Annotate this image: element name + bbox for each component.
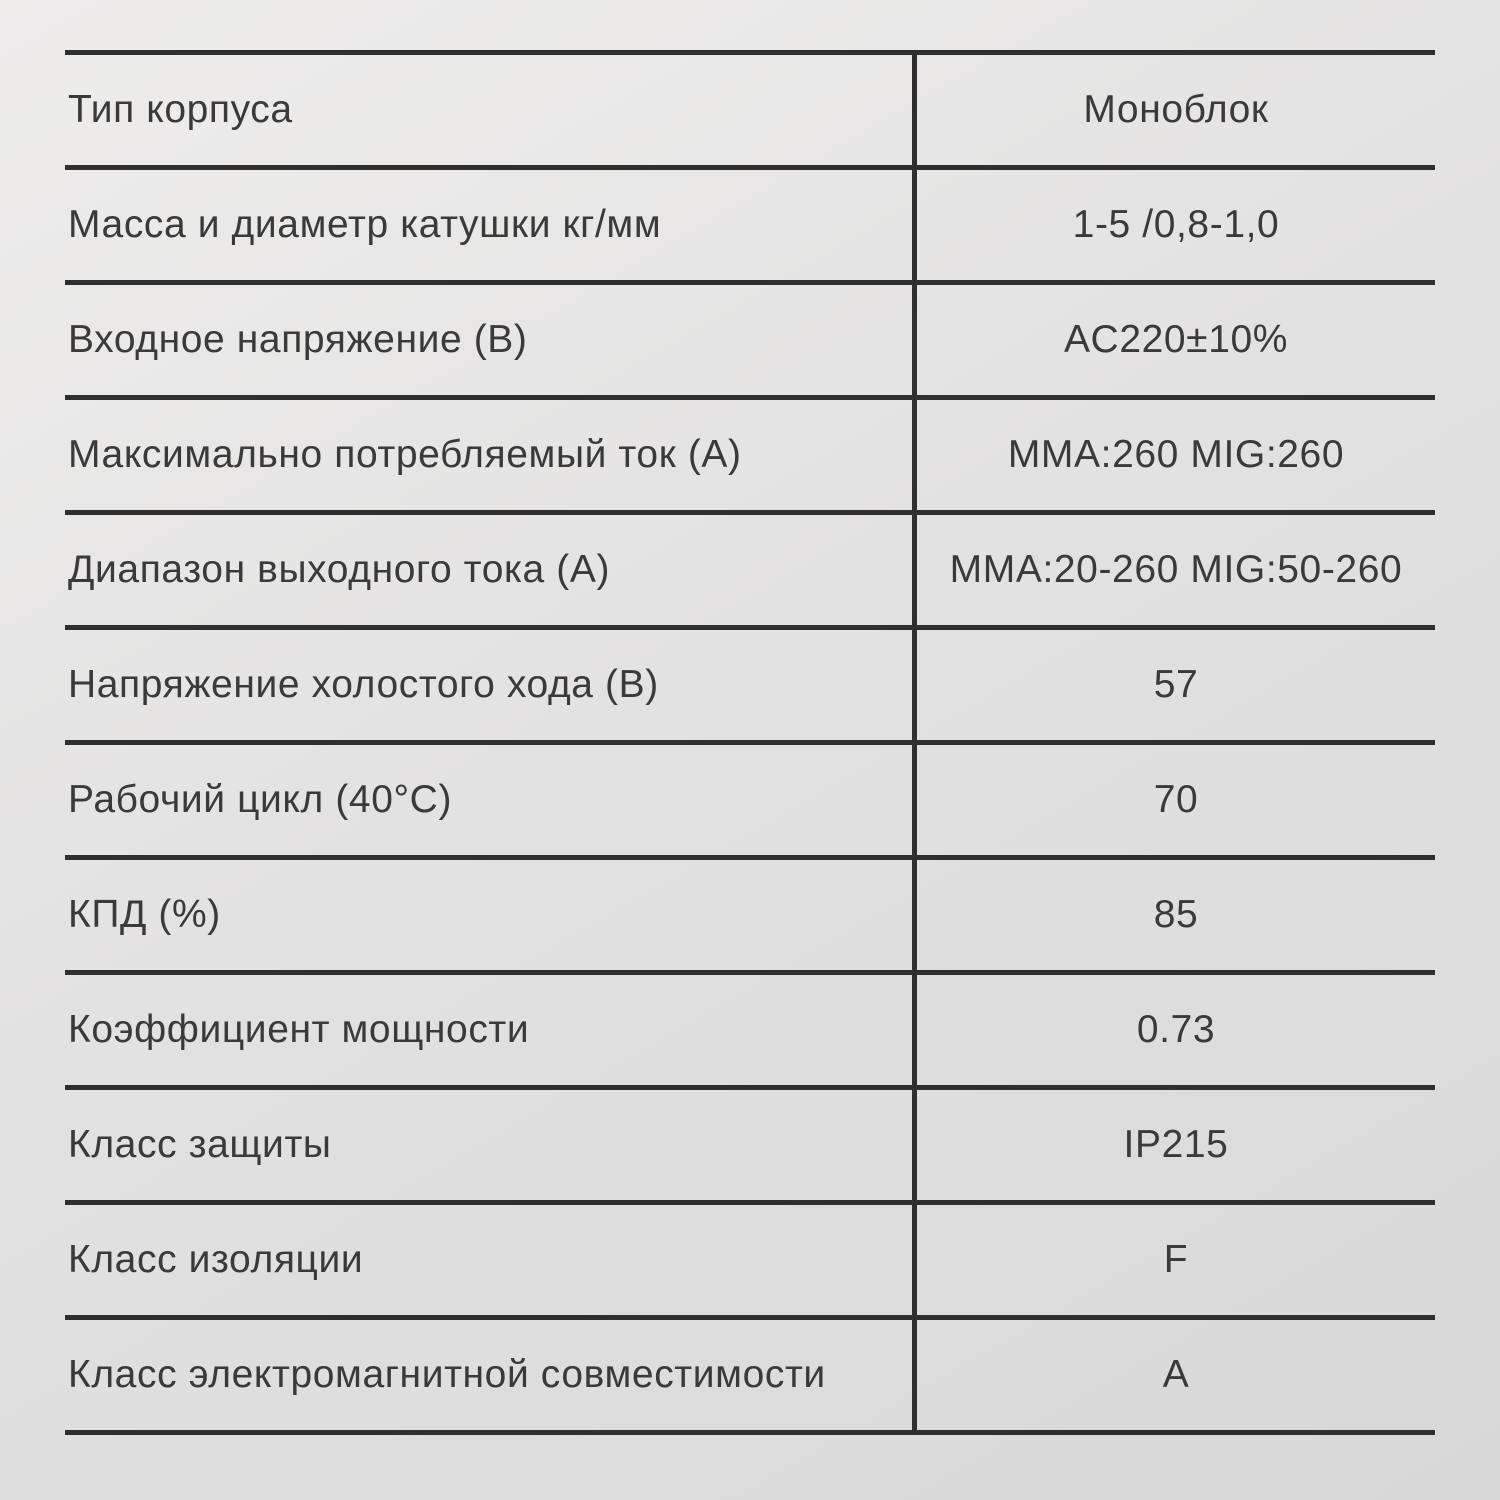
spec-label: Напряжение холостого хода (В) (68, 663, 659, 706)
spec-label: Диапазон выходного тока (А) (68, 548, 611, 591)
spec-value: AC220±10% (912, 285, 1435, 395)
spec-label: Тип корпуса (68, 88, 293, 131)
spec-value: IP215 (912, 1090, 1435, 1200)
spec-value: 1-5 /0,8-1,0 (912, 170, 1435, 280)
spec-label: Класс изоляции (68, 1238, 364, 1281)
spec-label: Коэффициент мощности (68, 1008, 530, 1051)
spec-value: MMA:260 MIG:260 (912, 400, 1435, 510)
table-row (65, 745, 1435, 860)
spec-label: Класс защиты (68, 1123, 332, 1166)
table-row (65, 630, 1435, 745)
table-row (65, 55, 1435, 170)
spec-label: Рабочий цикл (40°C) (68, 778, 453, 821)
table-row (65, 285, 1435, 400)
spec-label: КПД (%) (68, 893, 221, 936)
spec-value: 70 (912, 745, 1435, 855)
table-row (65, 515, 1435, 630)
spec-label: Максимально потребляемый ток (А) (68, 433, 742, 476)
spec-value: F (912, 1205, 1435, 1315)
spec-label: Класс электромагнитной совместимости (68, 1353, 826, 1396)
table-row (65, 170, 1435, 285)
spec-value: 85 (912, 860, 1435, 970)
spec-label: Масса и диаметр катушки кг/мм (68, 203, 662, 246)
spec-value: MMA:20-260 MIG:50-260 (912, 515, 1435, 625)
table-row (65, 1090, 1435, 1205)
table-row (65, 400, 1435, 515)
spec-value: 0.73 (912, 975, 1435, 1085)
spec-value: A (912, 1320, 1435, 1430)
spec-table (65, 50, 1435, 1435)
table-row (65, 1205, 1435, 1320)
table-row (65, 860, 1435, 975)
table-row (65, 1320, 1435, 1435)
spec-label: Входное напряжение (В) (68, 318, 528, 361)
spec-value: Моноблок (912, 55, 1435, 165)
spec-value: 57 (912, 630, 1435, 740)
table-row (65, 975, 1435, 1090)
